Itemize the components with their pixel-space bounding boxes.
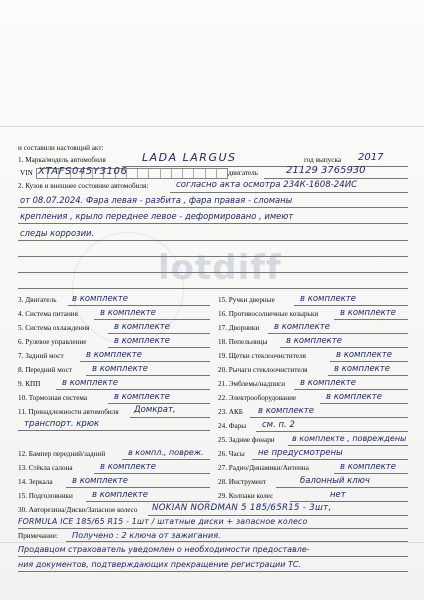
- item-25-rule: [288, 445, 408, 446]
- item-13-label: 13. Стёкла салона: [18, 464, 73, 472]
- item-24-rule: [256, 431, 408, 432]
- note-value-line3: ния документов, подтверждающих прекращение регистрации ТС.: [18, 560, 301, 569]
- condition-rule-3: [18, 223, 408, 224]
- item-20-rule: [328, 375, 408, 376]
- item-6-value: в комплекте: [114, 336, 170, 346]
- item-28-label: 28. Инструмент: [218, 478, 266, 486]
- item-13-rule: [94, 473, 210, 474]
- item-30-value: NOKIAN NORDMAN 5 185/65R15 - 3шт,: [152, 503, 332, 513]
- item-12-label: 12. Бампер передний/задний: [18, 450, 106, 458]
- vin-value: XTAFS045Y3106: [38, 166, 128, 177]
- item-7-rule: [80, 361, 210, 362]
- item-30-rule: [148, 515, 408, 516]
- item-26-value: не предусмотрены: [258, 448, 343, 458]
- item-27-rule: [334, 473, 408, 474]
- item-15-rule: [294, 305, 408, 306]
- item-30-value-line2: FORMULA ICE 185/65 R15 - 1шт / штатные диски + запасное колесо: [18, 517, 308, 526]
- condition-rule-2: [18, 207, 408, 208]
- fold-line: [0, 126, 424, 127]
- make-model-label: 1. Марка/модель автомобиля: [18, 156, 106, 164]
- item-15b-value: в комплекте: [92, 490, 148, 500]
- item-18-label: 18. Пепельницы: [218, 338, 268, 346]
- note-value: Получено : 2 ключа от зажигания.: [72, 530, 221, 540]
- note-rule-3: [18, 571, 408, 572]
- item-29-label: 29. Колпаки колес: [218, 492, 274, 500]
- item-25-value: в комплекте , повреждены: [292, 434, 407, 443]
- item-15b-rule: [86, 501, 210, 502]
- item-12-value: в компл., повреж.: [128, 448, 204, 457]
- item-10-rule: [108, 403, 210, 404]
- item-15b-label: 15. Подголовники: [18, 492, 73, 500]
- intro-text: и составили настоящий акт:: [18, 144, 104, 152]
- note-rule-2: [18, 556, 408, 557]
- item-28-value: балонный ключ: [300, 476, 370, 486]
- condition-line-3: крепления , крыло переднее левое - деформировано , имеют: [20, 211, 294, 221]
- condition-line-2: от 08.07.2024. Фара левая - разбита , фара правая - сломаны: [20, 195, 293, 205]
- item-27-label: 27. Радио/Динамики/Антенна: [218, 464, 309, 472]
- item-24-label: 24. Фары: [218, 422, 247, 430]
- condition-rule-6: [18, 272, 408, 273]
- item-15-value: в комплекте: [300, 294, 356, 304]
- condition-line-1: согласно акта осмотра 234К-1608-24ИС: [176, 180, 358, 190]
- item-21-label: 21. Эмблемы/надписи: [218, 380, 286, 388]
- condition-rule-7: [18, 288, 408, 289]
- item-22-label: 22. Электрооборудование: [218, 394, 297, 402]
- item-10-value: в комплекте: [114, 392, 170, 402]
- item-24-value: см. п. 2: [262, 420, 295, 430]
- item-11-rule: [130, 417, 210, 418]
- item-19-value: в комплекте: [336, 350, 392, 360]
- item-8-value: в комплекте: [92, 364, 148, 374]
- item-30-rule-2: [18, 528, 408, 529]
- make-model-value: LADA LARGUS: [142, 151, 237, 164]
- item-14-value: в комплекте: [72, 476, 128, 486]
- watermark-text: lotdiff: [158, 248, 282, 288]
- item-16-value: в комплекте: [340, 308, 396, 318]
- item-12-rule: [122, 459, 210, 460]
- item-18-rule: [280, 347, 408, 348]
- item-5-rule: [108, 333, 210, 334]
- item-14-label: 14. Зеркала: [18, 478, 53, 486]
- engine-label: двигатель: [228, 169, 259, 177]
- note-label: Примечание:: [18, 532, 58, 540]
- item-5-label: 5. Система охлаждения: [18, 324, 90, 332]
- item-15-label: 15. Ручки дверные: [218, 296, 275, 304]
- item-26-rule: [252, 459, 408, 460]
- item-16-label: 16. Противосолнечные козырьки: [218, 310, 319, 318]
- condition-line-4: следы коррозии.: [20, 228, 95, 238]
- item-11-rule-2: [18, 430, 210, 431]
- item-9-value: в комплекте: [62, 378, 118, 388]
- item-4-label: 4. Система питания: [18, 310, 78, 318]
- condition-label: 2. Кузов и внешнее состояние автомобиля:: [18, 182, 149, 190]
- item-8-rule: [86, 375, 210, 376]
- item-30-label: 30. Авторезина/Диски/Запасное колесо: [18, 506, 138, 514]
- fold-line-lower: [0, 542, 424, 543]
- item-23-rule: [250, 417, 408, 418]
- engine-line: [264, 178, 408, 179]
- item-19-label: 19. Щетки стеклоочистителя: [218, 352, 306, 360]
- condition-rule-4: [18, 240, 408, 241]
- item-14-rule: [66, 487, 210, 488]
- year-label: год выпуска: [304, 156, 342, 164]
- item-3-label: 3. Двигатель: [18, 296, 57, 304]
- item-20-value: в комплекте: [334, 364, 390, 374]
- condition-rule-1: [170, 192, 408, 193]
- item-11-label: 11. Принадлежности автомобиля: [18, 408, 119, 416]
- item-17-value: в комплекте: [274, 322, 330, 332]
- item-8-label: 8. Передний мост: [18, 366, 72, 374]
- item-13-value: в комплекте: [100, 462, 156, 472]
- item-18-value: в комплекте: [286, 336, 342, 346]
- year-value: 2017: [358, 152, 384, 163]
- note-value-line2: Продавцом страхователь уведомлен о необходимости предоставле-: [18, 545, 310, 554]
- item-29-rule: [290, 501, 408, 502]
- item-16-rule: [334, 319, 408, 320]
- item-4-value: в комплекте: [100, 308, 156, 318]
- item-9-label: 9. КПП: [18, 380, 41, 388]
- item-20-label: 20. Рычаги стеклоочистителя: [218, 366, 308, 374]
- item-27-value: в комплекте: [340, 462, 396, 472]
- item-6-label: 6. Рулевое управление: [18, 338, 87, 346]
- vin-label: VIN: [20, 169, 33, 177]
- item-7-value: в комплекте: [86, 350, 142, 360]
- item-3-value: в комплекте: [72, 294, 128, 304]
- item-10-label: 10. Тормозная система: [18, 394, 88, 402]
- item-7-label: 7. Задний мост: [18, 352, 64, 360]
- item-25-label: 25. Задние фонари: [218, 436, 275, 444]
- item-21-value: в комплекте: [300, 378, 356, 388]
- item-29-value: нет: [330, 490, 346, 500]
- item-3-rule: [68, 305, 210, 306]
- item-17-label: 17. Дворники: [218, 324, 260, 332]
- item-22-value: в комплекте: [326, 392, 382, 402]
- item-4-rule: [94, 319, 210, 320]
- item-22-rule: [320, 403, 408, 404]
- item-17-rule: [268, 333, 408, 334]
- item-6-rule: [108, 347, 210, 348]
- item-19-rule: [330, 361, 408, 362]
- item-23-label: 23. АКБ: [218, 408, 243, 416]
- item-26-label: 26. Часы: [218, 450, 245, 458]
- item-28-rule: [276, 487, 408, 488]
- engine-value: 21129 3765930: [286, 165, 366, 176]
- blank-upper-area: [0, 0, 424, 126]
- item-9-rule: [56, 389, 210, 390]
- item-11-value-line2: транспорт. крюк: [24, 419, 100, 429]
- note-rule-1: [66, 541, 408, 542]
- item-11-value: Домкрат,: [134, 405, 176, 415]
- item-23-value: в комплекте: [258, 406, 314, 416]
- item-5-value: в комплекте: [114, 322, 170, 332]
- condition-rule-5: [18, 256, 408, 257]
- item-21-rule: [294, 389, 408, 390]
- make-model-line: [122, 166, 300, 167]
